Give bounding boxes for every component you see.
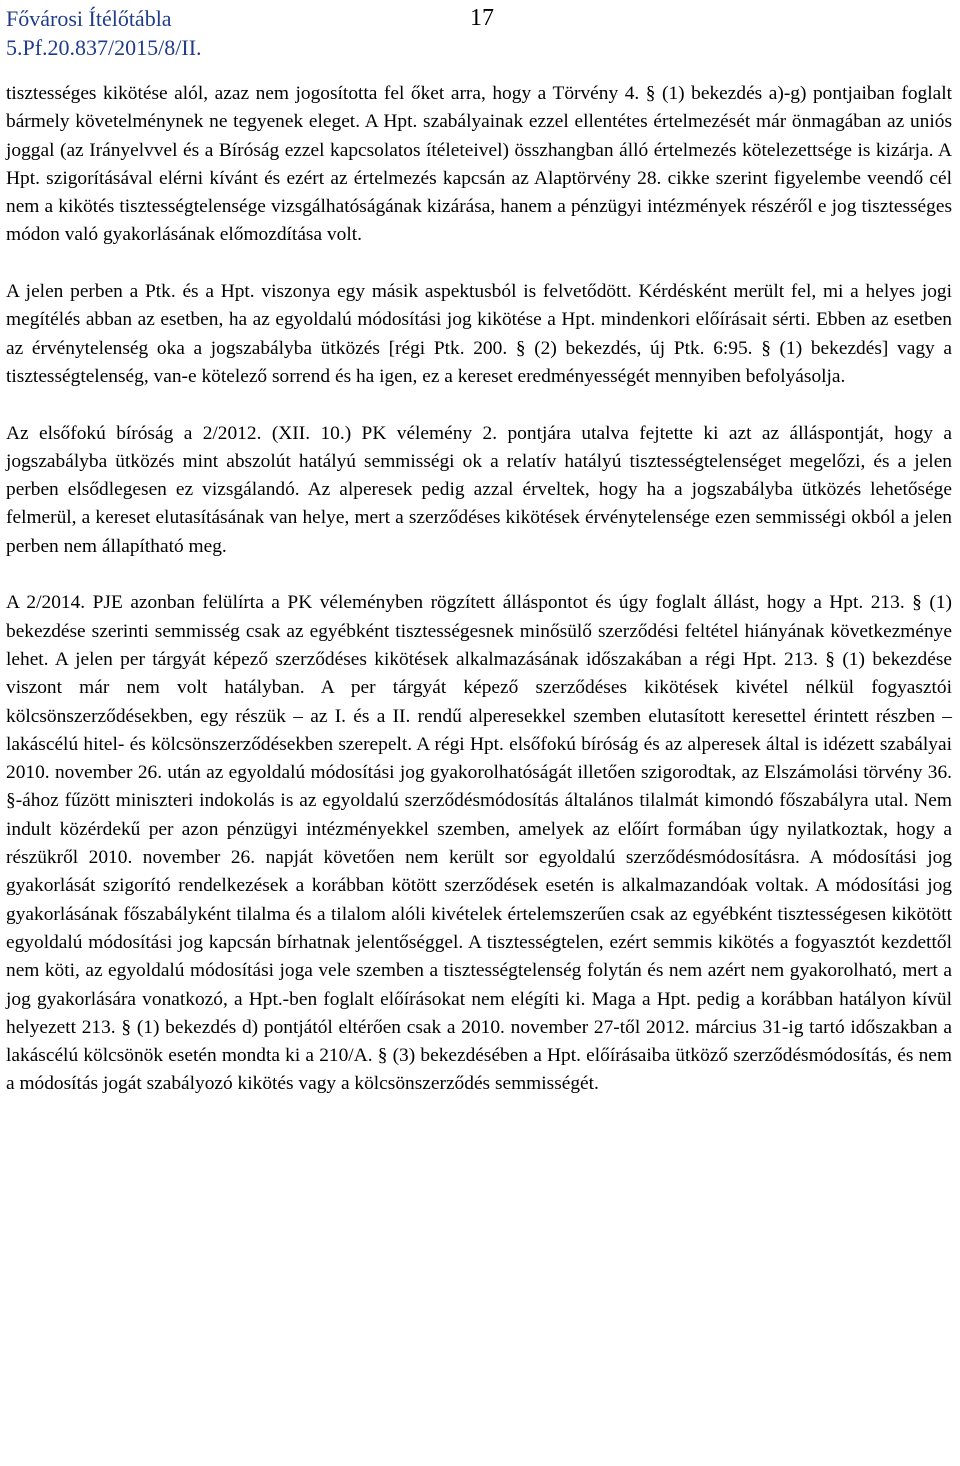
court-name: Fővárosi Ítélőtábla: [6, 6, 172, 31]
paragraph-3: Az elsőfokú bíróság a 2/2012. (XII. 10.) PK vélemény 2. pontjára utalva fejtette ki azt az álláspontját, hogy a jogszabályba ütközés mint abszolút hatályú semmisségi ok a relatív hatályú tisztességtelenséget megelőzi, és a jelen perben elsődlegesen ez vizsgálandó. Az alperesek pedig azzal érveltek, hogy ha a jogszabályba ütközés lehetősége felmerül, a kereset elutasításának van helye, mert a szerződéses kikötések érvénytelensége ezen semmisségi okból a jelen perben nem állapítható meg.: [6, 422, 952, 557]
case-number: 5.Pf.20.837/2015/8/II.: [6, 35, 202, 60]
paragraph-1: tisztességes kikötése alól, azaz nem jogosította fel őket arra, hogy a Törvény 4. § (1) bekezdés a)-g) pontjaiban foglalt bármely követelménynek ne tegyenek eleget. A Hpt. szabályainak ezzel ellentétes értelmezését már önmagában az uniós joggal (az Irányelvvel és a Bíróság ezzel kapcsolatos ítéleteivel) összhangban álló értelmezés kötelezettsége is kizárja. A Hpt. szigorításával elérni kívánt és ezért az értelmezés kapcsán az Alaptörvény 28. cikke szerint figyelembe veendő cél nem a kikötés tisztességtelensége vizsgálhatóságának kizárása, hanem a pénzügyi intézmények részéről e jog tisztességes módon való gyakorlásának előmozdítása volt.: [6, 83, 952, 246]
page-number: 17: [470, 5, 494, 31]
paragraph-4: A 2/2014. PJE azonban felülírta a PK véleményben rögzített álláspontot és úgy foglalt állást, hogy a Hpt. 213. § (1) bekezdése szerinti semmisség csak az egyébként tisztességesnek minősülő szerződési feltétel hiányának következménye lehet. A jelen per tárgyát képező szerződéses kikötések alkalmazásának időszakában a régi Hpt. 213. § (1) bekezdése viszont már nem volt hatályban. A per tárgyát képező szerződéses kikötések kivétel nélkül fogyasztói kölcsönszerződésekben, egy részük – az I. és a II. rendű alperesekkel szemben elutasított keresettel érintett részben – lakáscélú hitel- és kölcsönszerződésekben szerepelt. A régi Hpt. elsőfokú bíróság és az alperesek által is idézett szabályai 2010. november 26. után az egyoldalú módosítási jog gyakorolhatóságát illetően szigorodtak, az Elszámolási törvény 36. §-ához fűzött miniszteri indokolás is az egyoldalú szerződésmódosítás általános tilalmát kimondó főszabályra utal. Nem indult közérdekű per azon pénzügyi intézményekkel szemben, amelyek az előírt formában úgy nyilatkoztak, hogy a részükről 2010. november 26. napját követően nem került sor egyoldalú szerződésmódosításra. A módosítási jog gyakorlását szigorító rendelkezések a korábban kötött szerződések esetén is alkalmazandóak voltak. A módosítási jog gyakorlásának főszabályként tilalma és a tilalom alóli kivételek értelemszerűen csak az egyébként tisztességesen kikötött egyoldalú módosítási jog kapcsán bírhatnak jelentőséggel. A tisztességtelen, ezért semmis kikötés a fogyasztót kezdettől nem köti, az egyoldalú módosítási joga vele szemben a tisztességtelenség folytán és nem azért nem gyakorolható, mert a jog gyakorlására vonatkozó, a Hpt.-ben foglalt előírásokat nem elégíti ki. Maga a Hpt. pedig a korábban hatályon kívül helyezett 213. § (1) bekezdés d) pontjától eltérően csak a 2010. november 27-től 2012. március 31-ig tartó időszakban a lakáscélú kölcsönök esetén mondta ki a 210/A. § (3) bekezdésében a Hpt. előírásaiba ütköző szerződésmódosítás, és nem a módosítás jogát szabályozó kikötés vagy a kölcsönszerződés semmisségét.: [6, 592, 952, 1095]
paragraph-2: A jelen perben a Ptk. és a Hpt. viszonya egy másik aspektusból is felvetődött. Kérdésként merült fel, mi a helyes jogi megítélés abban az esetben, ha az egyoldalú módosítási jog kikötése a Hpt. mindenkori előírásait sérti. Ebben az esetben az érvénytelenség oka a jogszabályba ütközés [régi Ptk. 200. § (2) bekezdés, új Ptk. 6:95. § (1) bekezdés] vagy a tisztességtelenség, van-e kötelező sorrend és ha igen, ez a kereset eredményességét mennyiben befolyásolja.: [6, 281, 952, 387]
document-body: [6, 80, 952, 1099]
page-header: [6, 4, 946, 64]
